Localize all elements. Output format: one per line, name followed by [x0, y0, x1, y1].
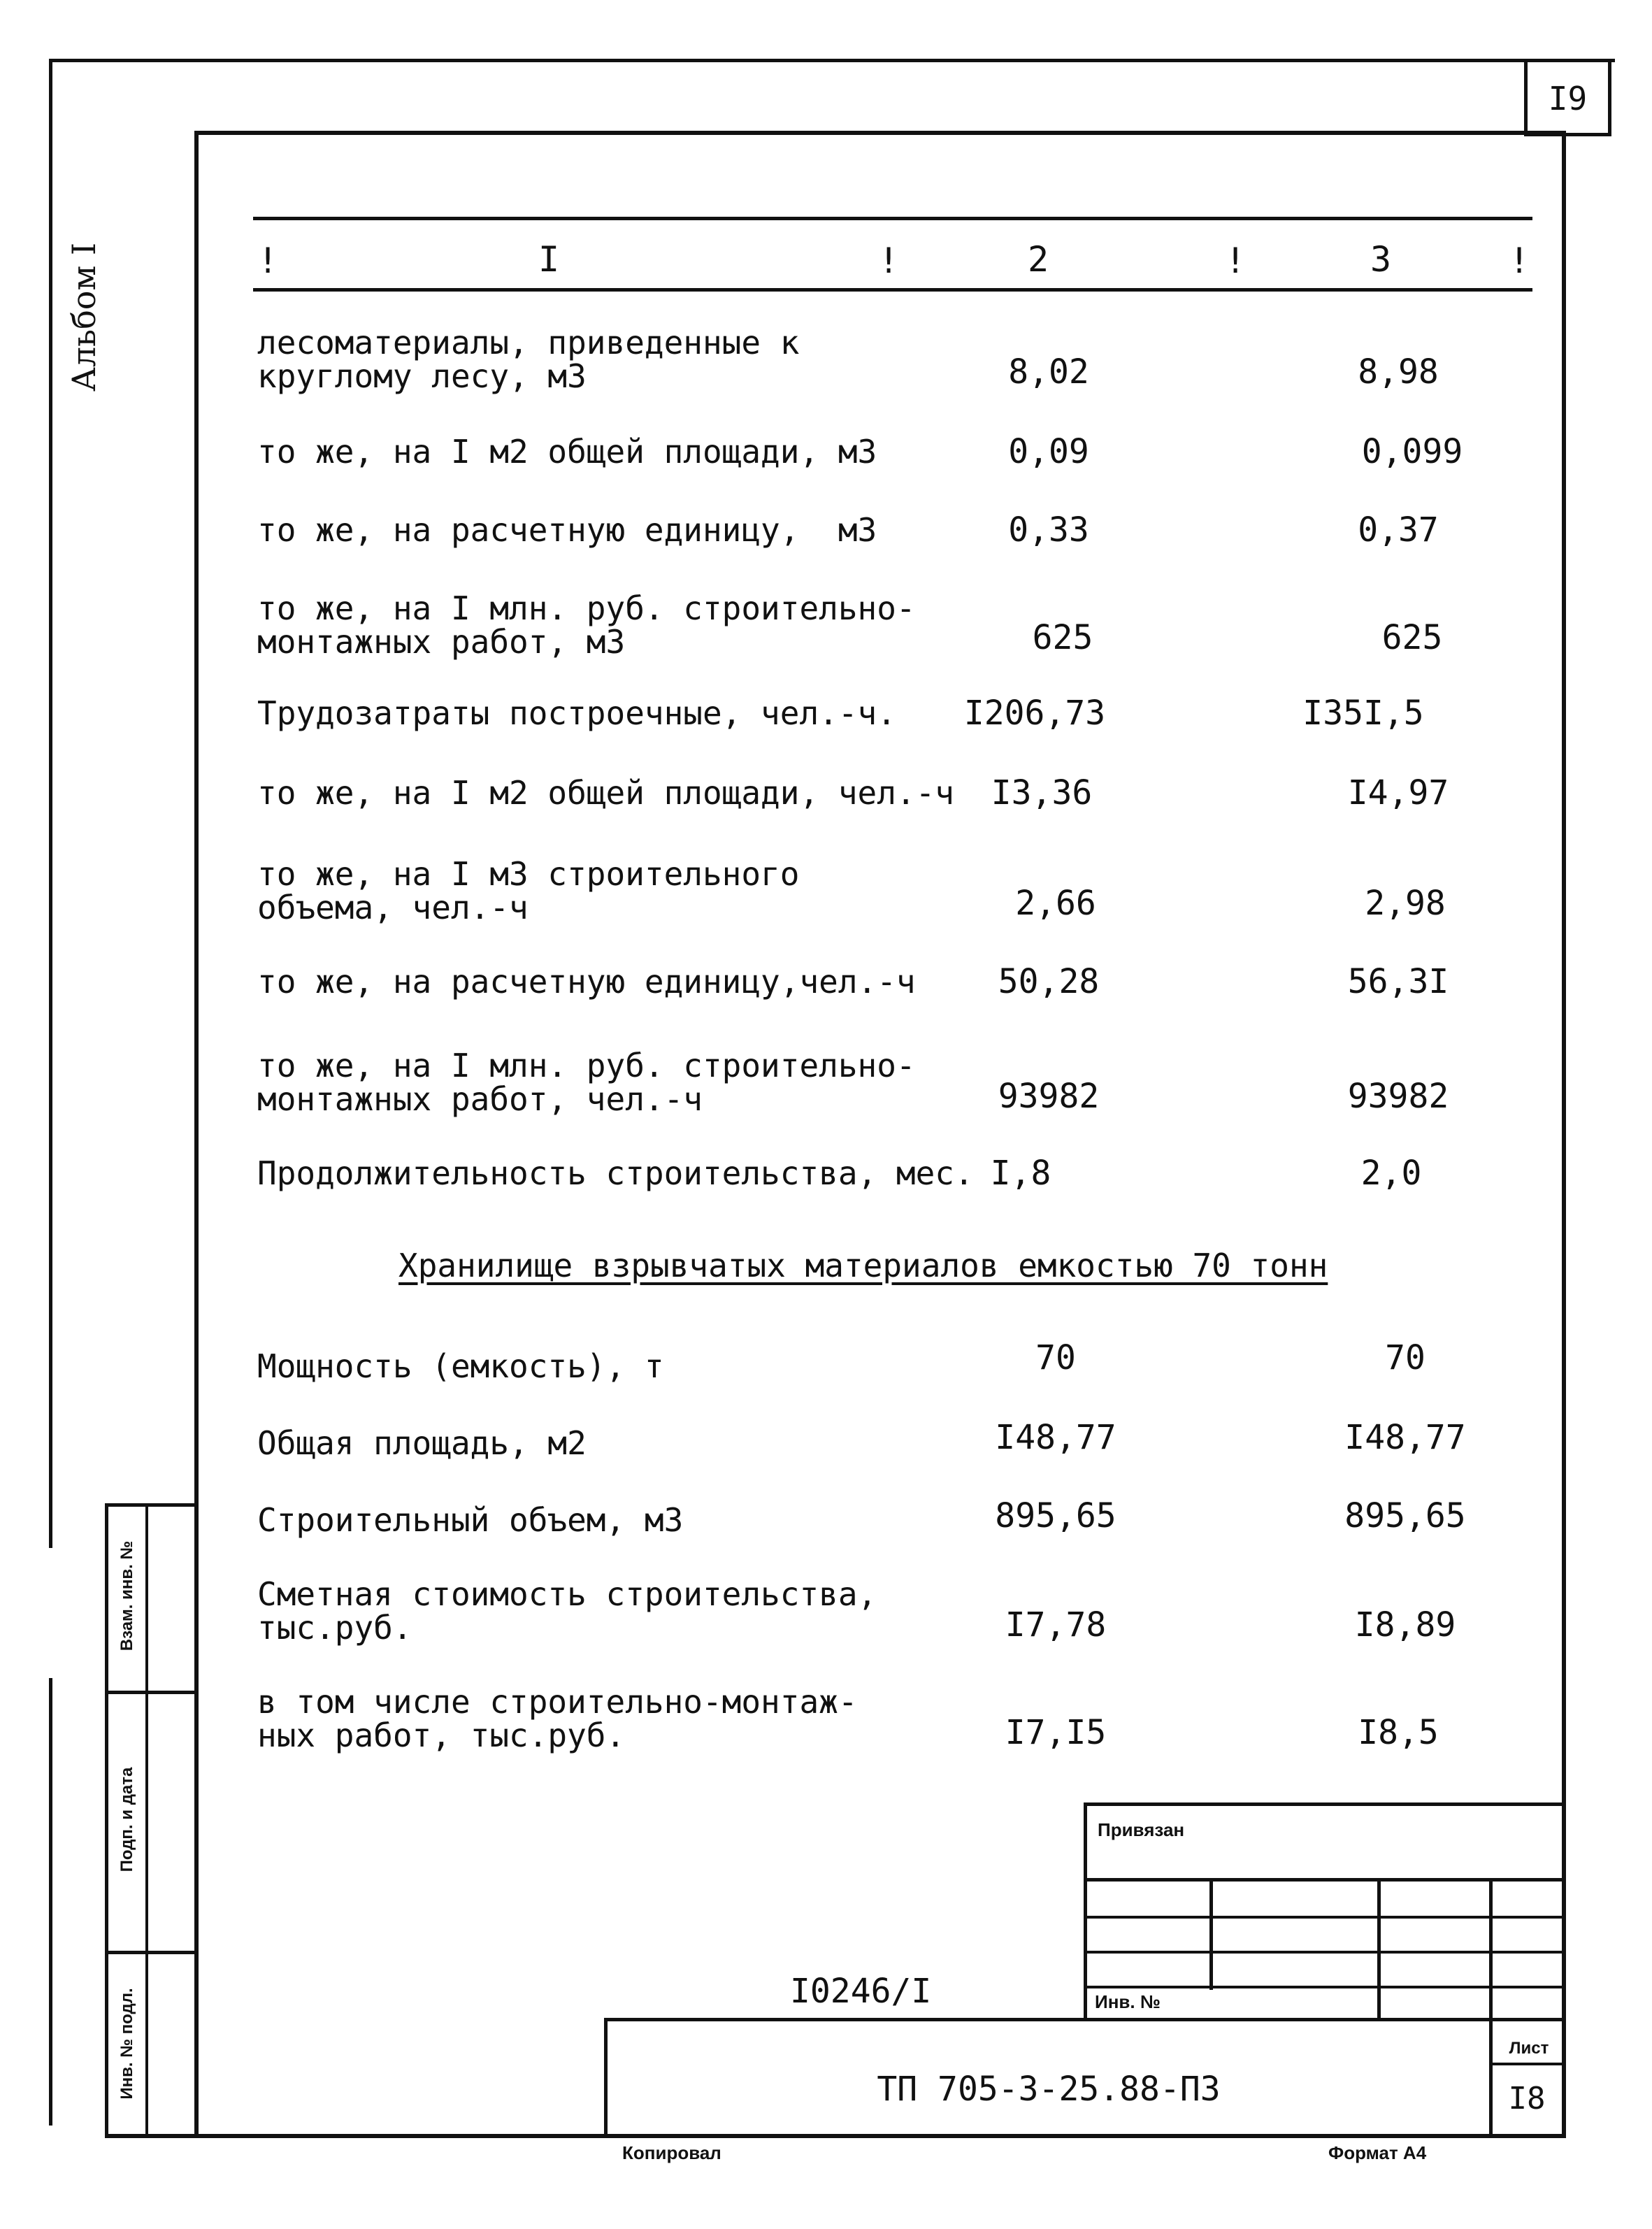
row-value-col2: 895,65	[995, 1496, 1116, 1535]
row-value-col3: 0,099	[1361, 432, 1463, 471]
row-label: то же, на I млн. руб. строительно- монтажных работ, чел.-ч	[257, 1047, 916, 1118]
stamp-grid-v1	[1209, 1878, 1213, 1990]
stamp-album-code: I0246/I	[790, 1972, 932, 2011]
row-value-col3: 93982	[1347, 1077, 1449, 1116]
main-frame-left	[194, 131, 199, 2137]
side-stamp-row2	[105, 1951, 197, 1954]
row-value-col2: 0,09	[1008, 432, 1089, 471]
row-label: то же, на I м2 общей площади, чел.-ч	[257, 774, 954, 812]
row-label: то же, на I млн. руб. строительно- монтажных работ, м3	[257, 589, 916, 661]
row-value-col2: I7,I5	[1005, 1713, 1107, 1752]
row-label: то же, на расчетную единицу, м3	[257, 511, 877, 549]
table-header-sep-4: !	[1509, 241, 1530, 281]
main-frame-bottom	[105, 2134, 1566, 2138]
row-value-col3: I4,97	[1347, 773, 1449, 812]
table-header-sep-2: !	[878, 241, 900, 281]
row-value-col2: 8,02	[1008, 352, 1089, 392]
row-value-col3: 2,0	[1360, 1154, 1422, 1193]
row-label: то же, на расчетную единицу,чел.-ч	[257, 963, 916, 1001]
footer-format: Формат А4	[1328, 2142, 1427, 2163]
row-label: то же, на I м2 общей площади, м3	[257, 433, 877, 471]
main-frame-top	[196, 131, 1566, 135]
row-label: Мощность (емкость), т	[257, 1347, 664, 1385]
row-value-col3: I8,5	[1358, 1713, 1439, 1752]
row-value-col2: 70	[1035, 1338, 1076, 1377]
row-label: Продолжительность строительства, мес.	[257, 1154, 974, 1192]
row-value-col3: 2,98	[1365, 884, 1446, 923]
stamp-main-top	[604, 2018, 1566, 2021]
row-value-col2: 93982	[998, 1077, 1100, 1116]
row-label: Общая площадь, м2	[257, 1424, 587, 1462]
row-label: то же, на I м3 строительного объема, чел.-ч	[257, 855, 800, 926]
row-value-col2: 0,33	[1008, 510, 1089, 550]
row-value-col2: 625	[1032, 618, 1093, 657]
outer-frame-left-lower	[49, 1678, 52, 2126]
row-value-col3: 8,98	[1358, 352, 1439, 392]
row-value-col3: 625	[1381, 618, 1443, 657]
stamp-inv-no: Инв. №	[1095, 1991, 1161, 2012]
row-value-col3: 0,37	[1358, 510, 1439, 550]
stamp-privyazan: Привязан	[1098, 1819, 1185, 1840]
footer-copied: Копировал	[622, 2142, 721, 2163]
stamp-grid-h2	[1084, 1916, 1566, 1919]
row-label: Трудозатраты построечные, чел.-ч.	[257, 694, 896, 732]
stamp-grid-h3	[1084, 1951, 1566, 1954]
row-value-col2: I3,36	[991, 773, 1093, 812]
stamp-grid-v2	[1377, 1878, 1381, 2018]
table-header-bottom-rule	[253, 288, 1532, 292]
stamp-main-left	[604, 2018, 608, 2137]
table-header-sep-3: !	[1225, 241, 1247, 281]
stamp-sheet-label: Лист	[1509, 2039, 1549, 2058]
side-stamp-podp-data: Подп. и дата	[117, 1767, 136, 1872]
section-title: Хранилище взрывчатых материалов емкостью 70 тонн	[398, 1247, 1328, 1284]
main-frame-right	[1562, 131, 1566, 2137]
row-value-col3: I8,89	[1354, 1605, 1456, 1644]
table-header-top-rule	[253, 217, 1532, 220]
outer-frame-left	[49, 59, 52, 1548]
row-value-col2: 2,66	[1015, 884, 1096, 923]
row-value-col3: 56,3I	[1347, 962, 1449, 1001]
side-stamp-row1	[105, 1691, 197, 1694]
stamp-grid-h1	[1084, 1878, 1566, 1882]
table-header-sep-1: !	[257, 241, 279, 281]
stamp-doc-code: ТП 705-3-25.88-ПЗ	[877, 2070, 1221, 2109]
row-value-col2: 50,28	[998, 962, 1100, 1001]
stamp-top	[1084, 1802, 1566, 1806]
row-label: Строительный объем, м3	[257, 1501, 684, 1539]
row-value-col3: I35I,5	[1302, 694, 1424, 733]
table-header-col2: 2	[1028, 239, 1049, 280]
row-label: лесоматериалы, приведенные к круглому лесу, м3	[257, 324, 800, 395]
outer-frame-right	[1608, 59, 1611, 136]
stamp-grid-h4	[1084, 1986, 1566, 1988]
table-header-col1: I	[538, 239, 560, 280]
stamp-sheet-number: I8	[1508, 2081, 1546, 2116]
row-value-col2: I,8	[990, 1154, 1051, 1193]
row-value-col2: I206,73	[963, 694, 1106, 733]
row-value-col3: 70	[1385, 1338, 1425, 1377]
corner-page-number: I9	[1548, 80, 1588, 117]
row-value-col3: 895,65	[1344, 1496, 1466, 1535]
side-album-label: Альбом I	[65, 242, 103, 392]
row-value-col3: I48,77	[1344, 1418, 1466, 1457]
stamp-sheet-divider	[1489, 2063, 1566, 2065]
table-header-col3: 3	[1370, 239, 1392, 280]
side-stamp-divider	[145, 1503, 148, 2136]
side-stamp-inv-podl: Инв. № подл.	[117, 1988, 136, 2100]
row-label: в том числе строительно-монтаж- ных работ, тыс.руб.	[257, 1683, 858, 1754]
side-stamp-left	[105, 1503, 108, 2136]
row-value-col2: I7,78	[1005, 1605, 1107, 1644]
side-stamp-vzam-inv: Взам. инв. №	[117, 1540, 136, 1651]
row-label: Сметная стоимость строительства, тыс.руб.	[257, 1575, 877, 1647]
outer-frame-top	[49, 59, 1615, 62]
row-value-col2: I48,77	[995, 1418, 1116, 1457]
